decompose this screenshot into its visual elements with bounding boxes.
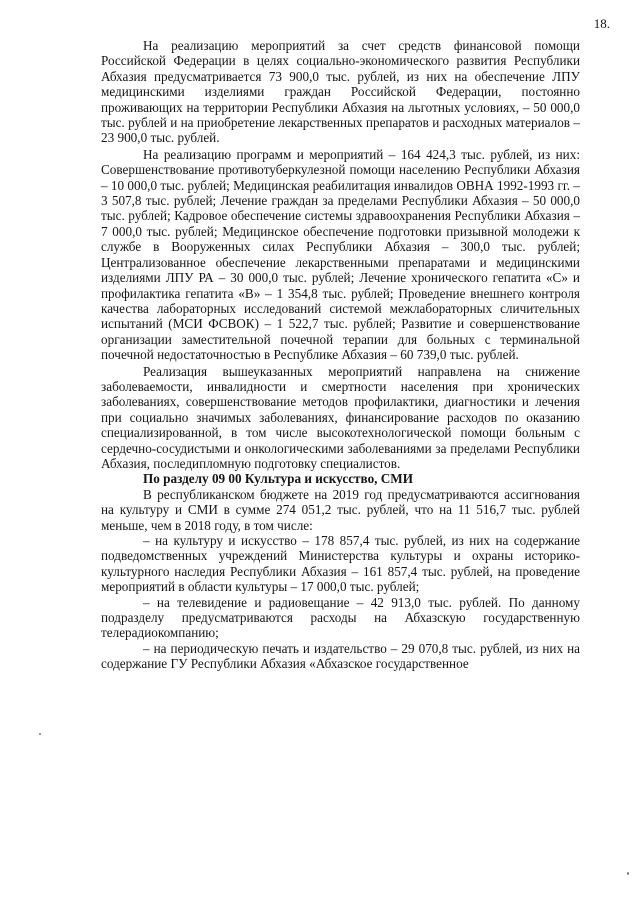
scan-speck xyxy=(627,872,629,875)
paragraph-goals: Реализация вышеуказанных мероприятий направлена на снижение заболеваемости, инвалидности и смертности населения при хронических заболеваниях, совершенствование методов профилактики, диагностики и лечения при социально значимых заболеваниях, финансирование расходов по оказанию специализированной, в том числе высокотехнологической помощи больным с сердечно-сосудистыми и онкологическими заболеваниями за пределами Республики Абхазия, последипломную подготовку специалистов. xyxy=(101,363,580,471)
paragraph-culture-budget: В республиканском бюджете на 2019 год предусматриваются ассигнования на культуру и СМИ в сумме 274 051,2 тыс. рублей, что на 11 516,7 тыс. рублей меньше, чем в 2018 году, в том числе: xyxy=(101,486,580,533)
paragraph-culture-arts: – на культуру и искусство – 178 857,4 тыс. рублей, из них на содержание подведомственных учреждений Министерства культуры и охраны историко-культурного наследия Республики Абхазия – 161 857,4 тыс. рублей, на проведение мероприятий в области культуры – 17 000,0 тыс. рублей; xyxy=(101,533,580,595)
paragraph-press-publishing: – на периодическую печать и издательство – 29 070,8 тыс. рублей, из них на содержание ГУ Республики Абхазия «Абхазское государственное xyxy=(101,640,580,672)
paragraph-programs: На реализацию программ и мероприятий – 164 424,3 тыс. рублей, из них: Совершенствование противотуберкулезной помощи населению Республики Абхазия – 10 000,0 тыс. рублей; Медицинская реабилитация инвалидов ОВНА 1992-1993 гг. – 3 507,8 тыс. рублей; Лечение граждан за пределами Республики Абхазия – 50 000,0 тыс. рублей; Кадровое обеспечение системы здравоохранения Республики Абхазия – 7 000,0 тыс. рублей; Медицинское обеспечение подготовки призывной молодежи к службе в Вооруженных силах Республики Абхазия – 300,0 тыс. рублей; Централизованное обеспечение лекарственными препаратами и медицинскими изделиями ЛПУ РА – 30 000,0 тыс. рублей; Лечение хронического гепатита «С» и профилактика гепатита «В» – 1 354,8 тыс. рублей; Проведение внешнего контроля качества лабораторных исследований системой межлабораторных сличительных испытаний (МСИ ФСВОК) – 1 522,7 тыс. рублей; Развитие и совершенствование организации заместительной почечной терапии для больных с терминальной почечной недостаточностью в Республике Абхазия – 60 739,0 тыс. рублей. xyxy=(101,146,580,363)
paragraph-financial-aid: На реализацию мероприятий за счет средств финансовой помощи Российской Федерации в целях социально-экономического развития Республики Абхазия предусматривается 73 900,0 тыс. рублей, из них на обеспечение ЛПУ медицинскими изделиями граждан Российской Федерации, постоянно проживающих на территории Республики Абхазия на льготных условиях, – 50 000,0 тыс. рублей и на приобретение лекарственных препаратов и расходных материалов – 23 900,0 тыс. рублей. xyxy=(101,38,580,146)
paragraph-tv-radio: – на телевидение и радиовещание – 42 913,0 тыс. рублей. По данному подразделу предусматриваются расходы на Абхазскую государственную телерадиокомпанию; xyxy=(101,594,580,641)
section-heading: По разделу 09 00 Культура и искусство, СМИ xyxy=(143,471,413,487)
document-body xyxy=(101,38,580,672)
page-number: 18. xyxy=(593,16,610,31)
scan-speck xyxy=(39,733,41,735)
